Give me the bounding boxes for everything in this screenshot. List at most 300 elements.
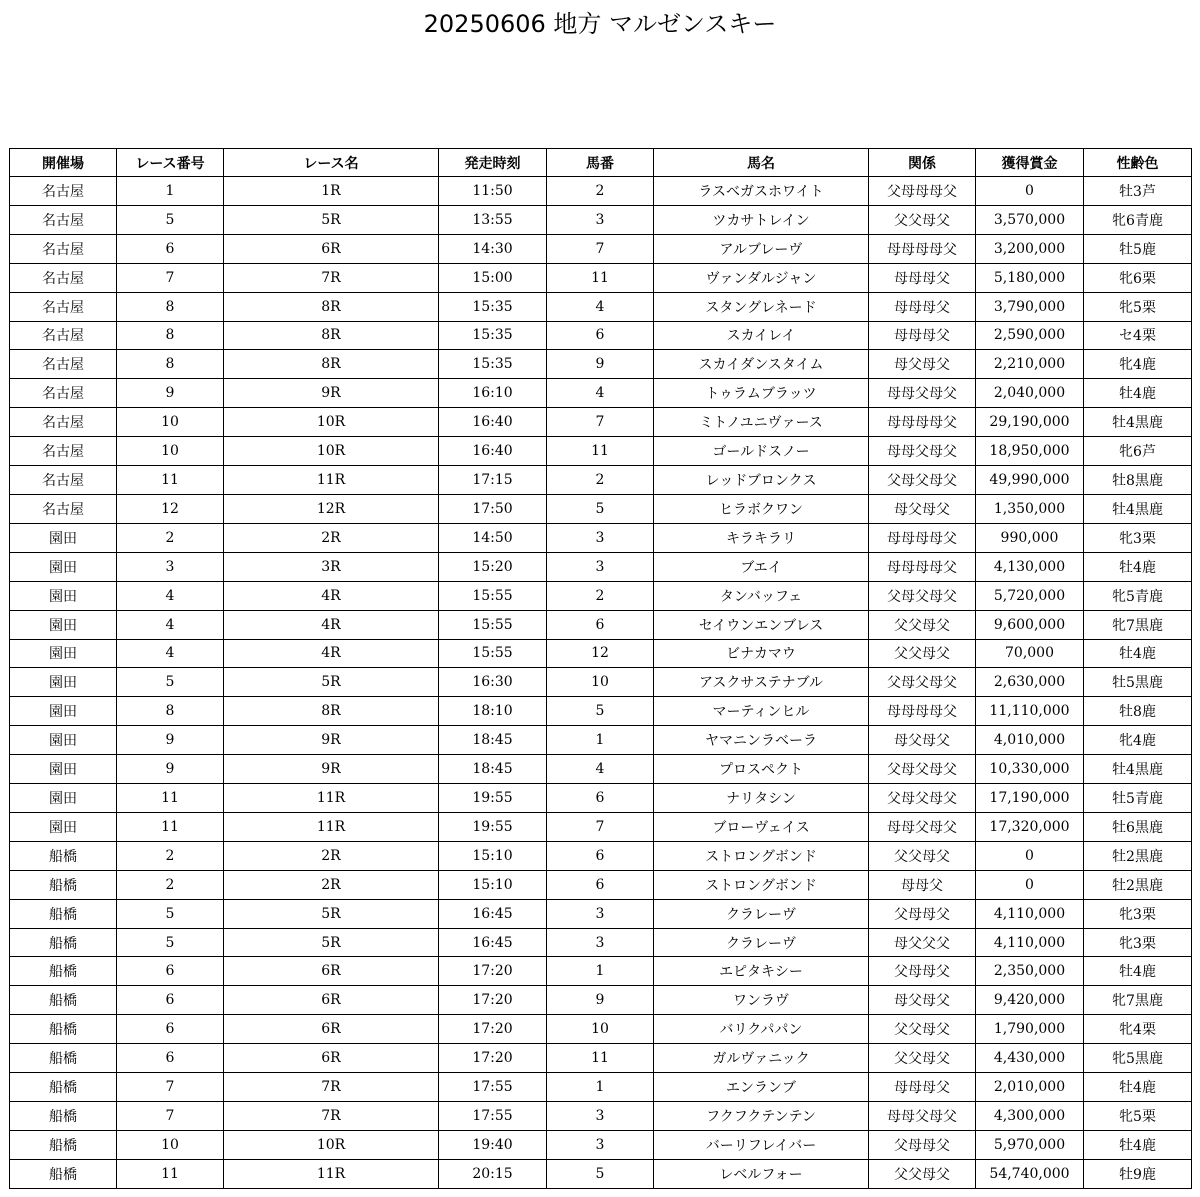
cell-horse-number: 1: [547, 957, 654, 986]
cell-horse-name: トゥラムブラッツ: [654, 379, 869, 408]
cell-venue: 園田: [10, 755, 117, 784]
cell-horse-number: 12: [547, 639, 654, 668]
table-row: [10, 205, 1192, 234]
cell-relation: 父母父母父: [869, 668, 976, 697]
cell-sex-age-color: 牝4栗: [1084, 1015, 1192, 1044]
cell-race-number: 5: [117, 928, 224, 957]
cell-prize: 2,010,000: [976, 1073, 1084, 1102]
cell-race-name: 5R: [224, 205, 439, 234]
cell-sex-age-color: 牡4鹿: [1084, 379, 1192, 408]
cell-start-time: 17:20: [439, 986, 547, 1015]
cell-horse-name: ラスベガスホワイト: [654, 177, 869, 206]
cell-race-number: 5: [117, 899, 224, 928]
cell-start-time: 14:30: [439, 234, 547, 263]
table-row: [10, 726, 1192, 755]
cell-venue: 園田: [10, 784, 117, 813]
cell-sex-age-color: セ4栗: [1084, 321, 1192, 350]
cell-race-number: 11: [117, 1159, 224, 1188]
cell-race-number: 8: [117, 292, 224, 321]
cell-sex-age-color: 牝6芦: [1084, 437, 1192, 466]
cell-horse-number: 3: [547, 552, 654, 581]
cell-race-name: 7R: [224, 1073, 439, 1102]
cell-horse-name: ツカサトレイン: [654, 205, 869, 234]
cell-horse-name: ナリタシン: [654, 784, 869, 813]
cell-race-number: 6: [117, 957, 224, 986]
cell-prize: 29,190,000: [976, 408, 1084, 437]
cell-sex-age-color: 牡4鹿: [1084, 552, 1192, 581]
table-row: [10, 523, 1192, 552]
cell-sex-age-color: 牝5栗: [1084, 292, 1192, 321]
cell-sex-age-color: 牡4鹿: [1084, 1073, 1192, 1102]
cell-sex-age-color: 牡8黒鹿: [1084, 466, 1192, 495]
cell-horse-number: 3: [547, 523, 654, 552]
cell-sex-age-color: 牡5青鹿: [1084, 784, 1192, 813]
table-row: [10, 292, 1192, 321]
cell-relation: 母母母母父: [869, 408, 976, 437]
cell-sex-age-color: 牡2黒鹿: [1084, 841, 1192, 870]
table-row: [10, 1102, 1192, 1131]
cell-venue: 園田: [10, 726, 117, 755]
cell-horse-number: 5: [547, 494, 654, 523]
cell-sex-age-color: 牝4鹿: [1084, 350, 1192, 379]
table-row: [10, 177, 1192, 206]
cell-relation: 父母父母父: [869, 784, 976, 813]
table-row: [10, 928, 1192, 957]
cell-start-time: 17:20: [439, 957, 547, 986]
table-row: [10, 1159, 1192, 1188]
cell-prize: 2,210,000: [976, 350, 1084, 379]
table-row: [10, 408, 1192, 437]
cell-horse-name: レッドブロンクス: [654, 466, 869, 495]
cell-race-name: 7R: [224, 1102, 439, 1131]
col-header-prize: 獲得賞金: [976, 149, 1084, 177]
cell-race-number: 6: [117, 1015, 224, 1044]
cell-prize: 990,000: [976, 523, 1084, 552]
cell-horse-number: 2: [547, 466, 654, 495]
cell-horse-name: ストロングボンド: [654, 841, 869, 870]
cell-race-number: 9: [117, 755, 224, 784]
cell-prize: 0: [976, 177, 1084, 206]
cell-venue: 園田: [10, 552, 117, 581]
cell-race-number: 5: [117, 205, 224, 234]
cell-start-time: 15:35: [439, 292, 547, 321]
cell-venue: 名古屋: [10, 350, 117, 379]
table-row: [10, 899, 1192, 928]
cell-prize: 1,790,000: [976, 1015, 1084, 1044]
cell-prize: 2,590,000: [976, 321, 1084, 350]
cell-sex-age-color: 牡4黒鹿: [1084, 408, 1192, 437]
cell-relation: 母父母父: [869, 350, 976, 379]
col-header-venue: 開催場: [10, 149, 117, 177]
cell-horse-name: キラキラリ: [654, 523, 869, 552]
cell-prize: 3,200,000: [976, 234, 1084, 263]
cell-race-number: 10: [117, 408, 224, 437]
col-header-start-time: 発走時刻: [439, 149, 547, 177]
cell-relation: 父父母父: [869, 610, 976, 639]
table-row: [10, 697, 1192, 726]
cell-prize: 1,350,000: [976, 494, 1084, 523]
cell-race-number: 7: [117, 263, 224, 292]
cell-prize: 9,420,000: [976, 986, 1084, 1015]
cell-relation: 父母母父: [869, 1130, 976, 1159]
cell-relation: 母母父: [869, 870, 976, 899]
cell-horse-number: 7: [547, 408, 654, 437]
cell-horse-name: ヤマニンラベーラ: [654, 726, 869, 755]
cell-horse-number: 1: [547, 726, 654, 755]
cell-horse-name: クラレーヴ: [654, 928, 869, 957]
col-header-horse-name: 馬名: [654, 149, 869, 177]
page-title: 20250606 地方 マルゼンスキー: [423, 10, 777, 38]
cell-venue: 園田: [10, 668, 117, 697]
cell-race-number: 3: [117, 552, 224, 581]
cell-horse-number: 11: [547, 263, 654, 292]
cell-horse-number: 10: [547, 668, 654, 697]
cell-horse-name: ブローヴェイス: [654, 812, 869, 841]
cell-race-name: 6R: [224, 1044, 439, 1073]
cell-start-time: 13:55: [439, 205, 547, 234]
cell-venue: 船橋: [10, 1102, 117, 1131]
table-row: [10, 350, 1192, 379]
cell-venue: 名古屋: [10, 292, 117, 321]
cell-race-number: 11: [117, 812, 224, 841]
cell-start-time: 15:00: [439, 263, 547, 292]
cell-relation: 母母母母父: [869, 234, 976, 263]
cell-horse-name: ヒラボクワン: [654, 494, 869, 523]
cell-relation: 母母母母父: [869, 523, 976, 552]
table-row: [10, 437, 1192, 466]
cell-relation: 父父母父: [869, 639, 976, 668]
cell-venue: 名古屋: [10, 177, 117, 206]
cell-relation: 母母父母父: [869, 379, 976, 408]
cell-start-time: 14:50: [439, 523, 547, 552]
table-row: [10, 1130, 1192, 1159]
cell-race-name: 6R: [224, 1015, 439, 1044]
cell-horse-number: 11: [547, 437, 654, 466]
cell-sex-age-color: 牝6栗: [1084, 263, 1192, 292]
cell-race-number: 9: [117, 726, 224, 755]
cell-start-time: 16:45: [439, 928, 547, 957]
cell-start-time: 15:55: [439, 610, 547, 639]
cell-relation: 母母父母父: [869, 1102, 976, 1131]
cell-prize: 2,350,000: [976, 957, 1084, 986]
cell-prize: 4,300,000: [976, 1102, 1084, 1131]
cell-relation: 母父父父: [869, 928, 976, 957]
cell-race-name: 10R: [224, 437, 439, 466]
cell-horse-name: レベルフォー: [654, 1159, 869, 1188]
cell-race-name: 8R: [224, 350, 439, 379]
cell-race-number: 8: [117, 321, 224, 350]
cell-start-time: 17:55: [439, 1102, 547, 1131]
cell-horse-number: 9: [547, 350, 654, 379]
cell-relation: 父母母母父: [869, 177, 976, 206]
cell-start-time: 19:55: [439, 812, 547, 841]
cell-prize: 3,570,000: [976, 205, 1084, 234]
cell-race-name: 11R: [224, 466, 439, 495]
cell-relation: 母母母母父: [869, 552, 976, 581]
cell-venue: 船橋: [10, 957, 117, 986]
cell-relation: 父父母父: [869, 1159, 976, 1188]
cell-prize: 3,790,000: [976, 292, 1084, 321]
cell-horse-name: スカイダンスタイム: [654, 350, 869, 379]
cell-race-name: 5R: [224, 928, 439, 957]
cell-horse-number: 3: [547, 899, 654, 928]
cell-sex-age-color: 牡4鹿: [1084, 957, 1192, 986]
horse-results-table: [9, 148, 1192, 1189]
cell-sex-age-color: 牝3栗: [1084, 928, 1192, 957]
cell-race-name: 7R: [224, 263, 439, 292]
cell-sex-age-color: 牝3栗: [1084, 523, 1192, 552]
cell-horse-name: エピタキシー: [654, 957, 869, 986]
cell-horse-number: 6: [547, 870, 654, 899]
cell-race-name: 9R: [224, 726, 439, 755]
cell-relation: 母父母父: [869, 986, 976, 1015]
cell-sex-age-color: 牝5青鹿: [1084, 581, 1192, 610]
cell-relation: 父母母父: [869, 899, 976, 928]
cell-horse-name: アルブレーヴ: [654, 234, 869, 263]
cell-prize: 9,600,000: [976, 610, 1084, 639]
table-row: [10, 1044, 1192, 1073]
cell-race-name: 2R: [224, 841, 439, 870]
cell-venue: 名古屋: [10, 466, 117, 495]
table-row: [10, 379, 1192, 408]
cell-race-name: 11R: [224, 812, 439, 841]
cell-sex-age-color: 牡4鹿: [1084, 1130, 1192, 1159]
cell-sex-age-color: 牝5黒鹿: [1084, 1044, 1192, 1073]
cell-sex-age-color: 牡4黒鹿: [1084, 755, 1192, 784]
cell-race-number: 7: [117, 1073, 224, 1102]
cell-horse-name: スタングレネード: [654, 292, 869, 321]
cell-race-number: 10: [117, 437, 224, 466]
cell-horse-number: 7: [547, 812, 654, 841]
cell-prize: 4,130,000: [976, 552, 1084, 581]
cell-prize: 5,720,000: [976, 581, 1084, 610]
col-header-relation: 関係: [869, 149, 976, 177]
cell-sex-age-color: 牡2黒鹿: [1084, 870, 1192, 899]
cell-race-name: 6R: [224, 986, 439, 1015]
table-row: [10, 812, 1192, 841]
cell-race-name: 11R: [224, 1159, 439, 1188]
table-row: [10, 1073, 1192, 1102]
cell-prize: 70,000: [976, 639, 1084, 668]
cell-sex-age-color: 牡5黒鹿: [1084, 668, 1192, 697]
cell-race-number: 8: [117, 697, 224, 726]
cell-start-time: 18:45: [439, 755, 547, 784]
cell-sex-age-color: 牝5栗: [1084, 1102, 1192, 1131]
cell-prize: 18,950,000: [976, 437, 1084, 466]
cell-horse-name: クラレーヴ: [654, 899, 869, 928]
cell-start-time: 16:40: [439, 408, 547, 437]
cell-race-number: 6: [117, 986, 224, 1015]
cell-relation: 父父母父: [869, 205, 976, 234]
col-header-race-name: レース名: [224, 149, 439, 177]
cell-race-number: 6: [117, 234, 224, 263]
table-row: [10, 957, 1192, 986]
cell-venue: 名古屋: [10, 263, 117, 292]
cell-venue: 名古屋: [10, 234, 117, 263]
cell-horse-number: 3: [547, 1102, 654, 1131]
cell-start-time: 15:20: [439, 552, 547, 581]
col-header-horse-number: 馬番: [547, 149, 654, 177]
cell-sex-age-color: 牡3芦: [1084, 177, 1192, 206]
cell-start-time: 18:10: [439, 697, 547, 726]
cell-horse-name: ヴァンダルジャン: [654, 263, 869, 292]
col-header-race-number: レース番号: [117, 149, 224, 177]
cell-sex-age-color: 牝6青鹿: [1084, 205, 1192, 234]
cell-race-number: 12: [117, 494, 224, 523]
cell-prize: 10,330,000: [976, 755, 1084, 784]
table-row: [10, 668, 1192, 697]
cell-race-name: 9R: [224, 755, 439, 784]
table-row: [10, 234, 1192, 263]
cell-horse-name: ガルヴァニック: [654, 1044, 869, 1073]
cell-venue: 船橋: [10, 1015, 117, 1044]
cell-relation: 母母母父: [869, 292, 976, 321]
cell-race-name: 8R: [224, 697, 439, 726]
cell-venue: 園田: [10, 697, 117, 726]
table-row: [10, 581, 1192, 610]
cell-prize: 11,110,000: [976, 697, 1084, 726]
cell-horse-number: 11: [547, 1044, 654, 1073]
cell-start-time: 15:35: [439, 321, 547, 350]
cell-horse-name: ブエイ: [654, 552, 869, 581]
table-row: [10, 552, 1192, 581]
cell-start-time: 17:50: [439, 494, 547, 523]
cell-horse-name: ストロングボンド: [654, 870, 869, 899]
cell-race-number: 1: [117, 177, 224, 206]
table-row: [10, 321, 1192, 350]
cell-venue: 船橋: [10, 1159, 117, 1188]
cell-prize: 4,430,000: [976, 1044, 1084, 1073]
cell-start-time: 17:20: [439, 1015, 547, 1044]
cell-start-time: 17:20: [439, 1044, 547, 1073]
cell-horse-name: アスクサステナブル: [654, 668, 869, 697]
cell-race-name: 4R: [224, 639, 439, 668]
cell-relation: 父父母父: [869, 1044, 976, 1073]
cell-relation: 父母父母父: [869, 755, 976, 784]
cell-horse-name: ビナカマウ: [654, 639, 869, 668]
cell-race-number: 4: [117, 581, 224, 610]
cell-horse-name: エンランブ: [654, 1073, 869, 1102]
cell-venue: 船橋: [10, 841, 117, 870]
cell-horse-number: 4: [547, 379, 654, 408]
cell-horse-name: スカイレイ: [654, 321, 869, 350]
table-row: [10, 784, 1192, 813]
cell-venue: 園田: [10, 581, 117, 610]
cell-race-name: 8R: [224, 321, 439, 350]
cell-relation: 父父母父: [869, 1015, 976, 1044]
cell-race-name: 2R: [224, 870, 439, 899]
cell-horse-number: 1: [547, 1073, 654, 1102]
table-row: [10, 466, 1192, 495]
cell-start-time: 16:10: [439, 379, 547, 408]
cell-prize: 2,630,000: [976, 668, 1084, 697]
cell-race-name: 5R: [224, 668, 439, 697]
col-header-sex-age-color: 性齢色: [1084, 149, 1192, 177]
cell-horse-number: 4: [547, 755, 654, 784]
cell-venue: 名古屋: [10, 205, 117, 234]
table-row: [10, 841, 1192, 870]
cell-start-time: 15:55: [439, 581, 547, 610]
cell-horse-number: 9: [547, 986, 654, 1015]
cell-race-number: 9: [117, 379, 224, 408]
cell-race-number: 5: [117, 668, 224, 697]
cell-race-name: 8R: [224, 292, 439, 321]
cell-start-time: 17:55: [439, 1073, 547, 1102]
cell-venue: 名古屋: [10, 408, 117, 437]
cell-horse-number: 6: [547, 321, 654, 350]
cell-race-name: 10R: [224, 408, 439, 437]
cell-start-time: 15:35: [439, 350, 547, 379]
cell-start-time: 15:55: [439, 639, 547, 668]
cell-race-number: 2: [117, 523, 224, 552]
cell-prize: 17,190,000: [976, 784, 1084, 813]
cell-venue: 船橋: [10, 928, 117, 957]
cell-prize: 4,110,000: [976, 899, 1084, 928]
table-row: [10, 986, 1192, 1015]
cell-race-number: 2: [117, 841, 224, 870]
cell-venue: 名古屋: [10, 379, 117, 408]
cell-start-time: 11:50: [439, 177, 547, 206]
cell-horse-number: 3: [547, 1130, 654, 1159]
cell-sex-age-color: 牝7黒鹿: [1084, 610, 1192, 639]
cell-prize: 4,010,000: [976, 726, 1084, 755]
cell-race-number: 10: [117, 1130, 224, 1159]
cell-relation: 父母母父: [869, 957, 976, 986]
cell-start-time: 20:15: [439, 1159, 547, 1188]
cell-prize: 5,180,000: [976, 263, 1084, 292]
cell-race-name: 9R: [224, 379, 439, 408]
cell-start-time: 16:40: [439, 437, 547, 466]
cell-race-number: 11: [117, 466, 224, 495]
cell-venue: 名古屋: [10, 494, 117, 523]
cell-start-time: 18:45: [439, 726, 547, 755]
cell-start-time: 17:15: [439, 466, 547, 495]
cell-horse-name: プロスペクト: [654, 755, 869, 784]
cell-horse-number: 6: [547, 610, 654, 639]
table-row: [10, 755, 1192, 784]
cell-sex-age-color: 牝3栗: [1084, 899, 1192, 928]
cell-venue: 園田: [10, 812, 117, 841]
cell-prize: 5,970,000: [976, 1130, 1084, 1159]
cell-relation: 母母母父: [869, 321, 976, 350]
cell-horse-name: フクフクテンテン: [654, 1102, 869, 1131]
cell-horse-number: 2: [547, 581, 654, 610]
cell-relation: 父父母父: [869, 841, 976, 870]
cell-prize: 0: [976, 841, 1084, 870]
cell-start-time: 19:40: [439, 1130, 547, 1159]
cell-venue: 船橋: [10, 1130, 117, 1159]
cell-race-name: 2R: [224, 523, 439, 552]
table-row: [10, 610, 1192, 639]
cell-venue: 船橋: [10, 899, 117, 928]
cell-race-name: 4R: [224, 581, 439, 610]
cell-race-number: 4: [117, 610, 224, 639]
cell-sex-age-color: 牡6黒鹿: [1084, 812, 1192, 841]
cell-venue: 名古屋: [10, 437, 117, 466]
cell-venue: 園田: [10, 523, 117, 552]
cell-horse-number: 10: [547, 1015, 654, 1044]
cell-race-number: 6: [117, 1044, 224, 1073]
cell-relation: 母父母父: [869, 726, 976, 755]
cell-sex-age-color: 牡4黒鹿: [1084, 494, 1192, 523]
cell-start-time: 15:10: [439, 870, 547, 899]
cell-venue: 船橋: [10, 870, 117, 899]
cell-sex-age-color: 牡9鹿: [1084, 1159, 1192, 1188]
cell-prize: 17,320,000: [976, 812, 1084, 841]
cell-race-number: 2: [117, 870, 224, 899]
cell-start-time: 19:55: [439, 784, 547, 813]
cell-sex-age-color: 牝7黒鹿: [1084, 986, 1192, 1015]
